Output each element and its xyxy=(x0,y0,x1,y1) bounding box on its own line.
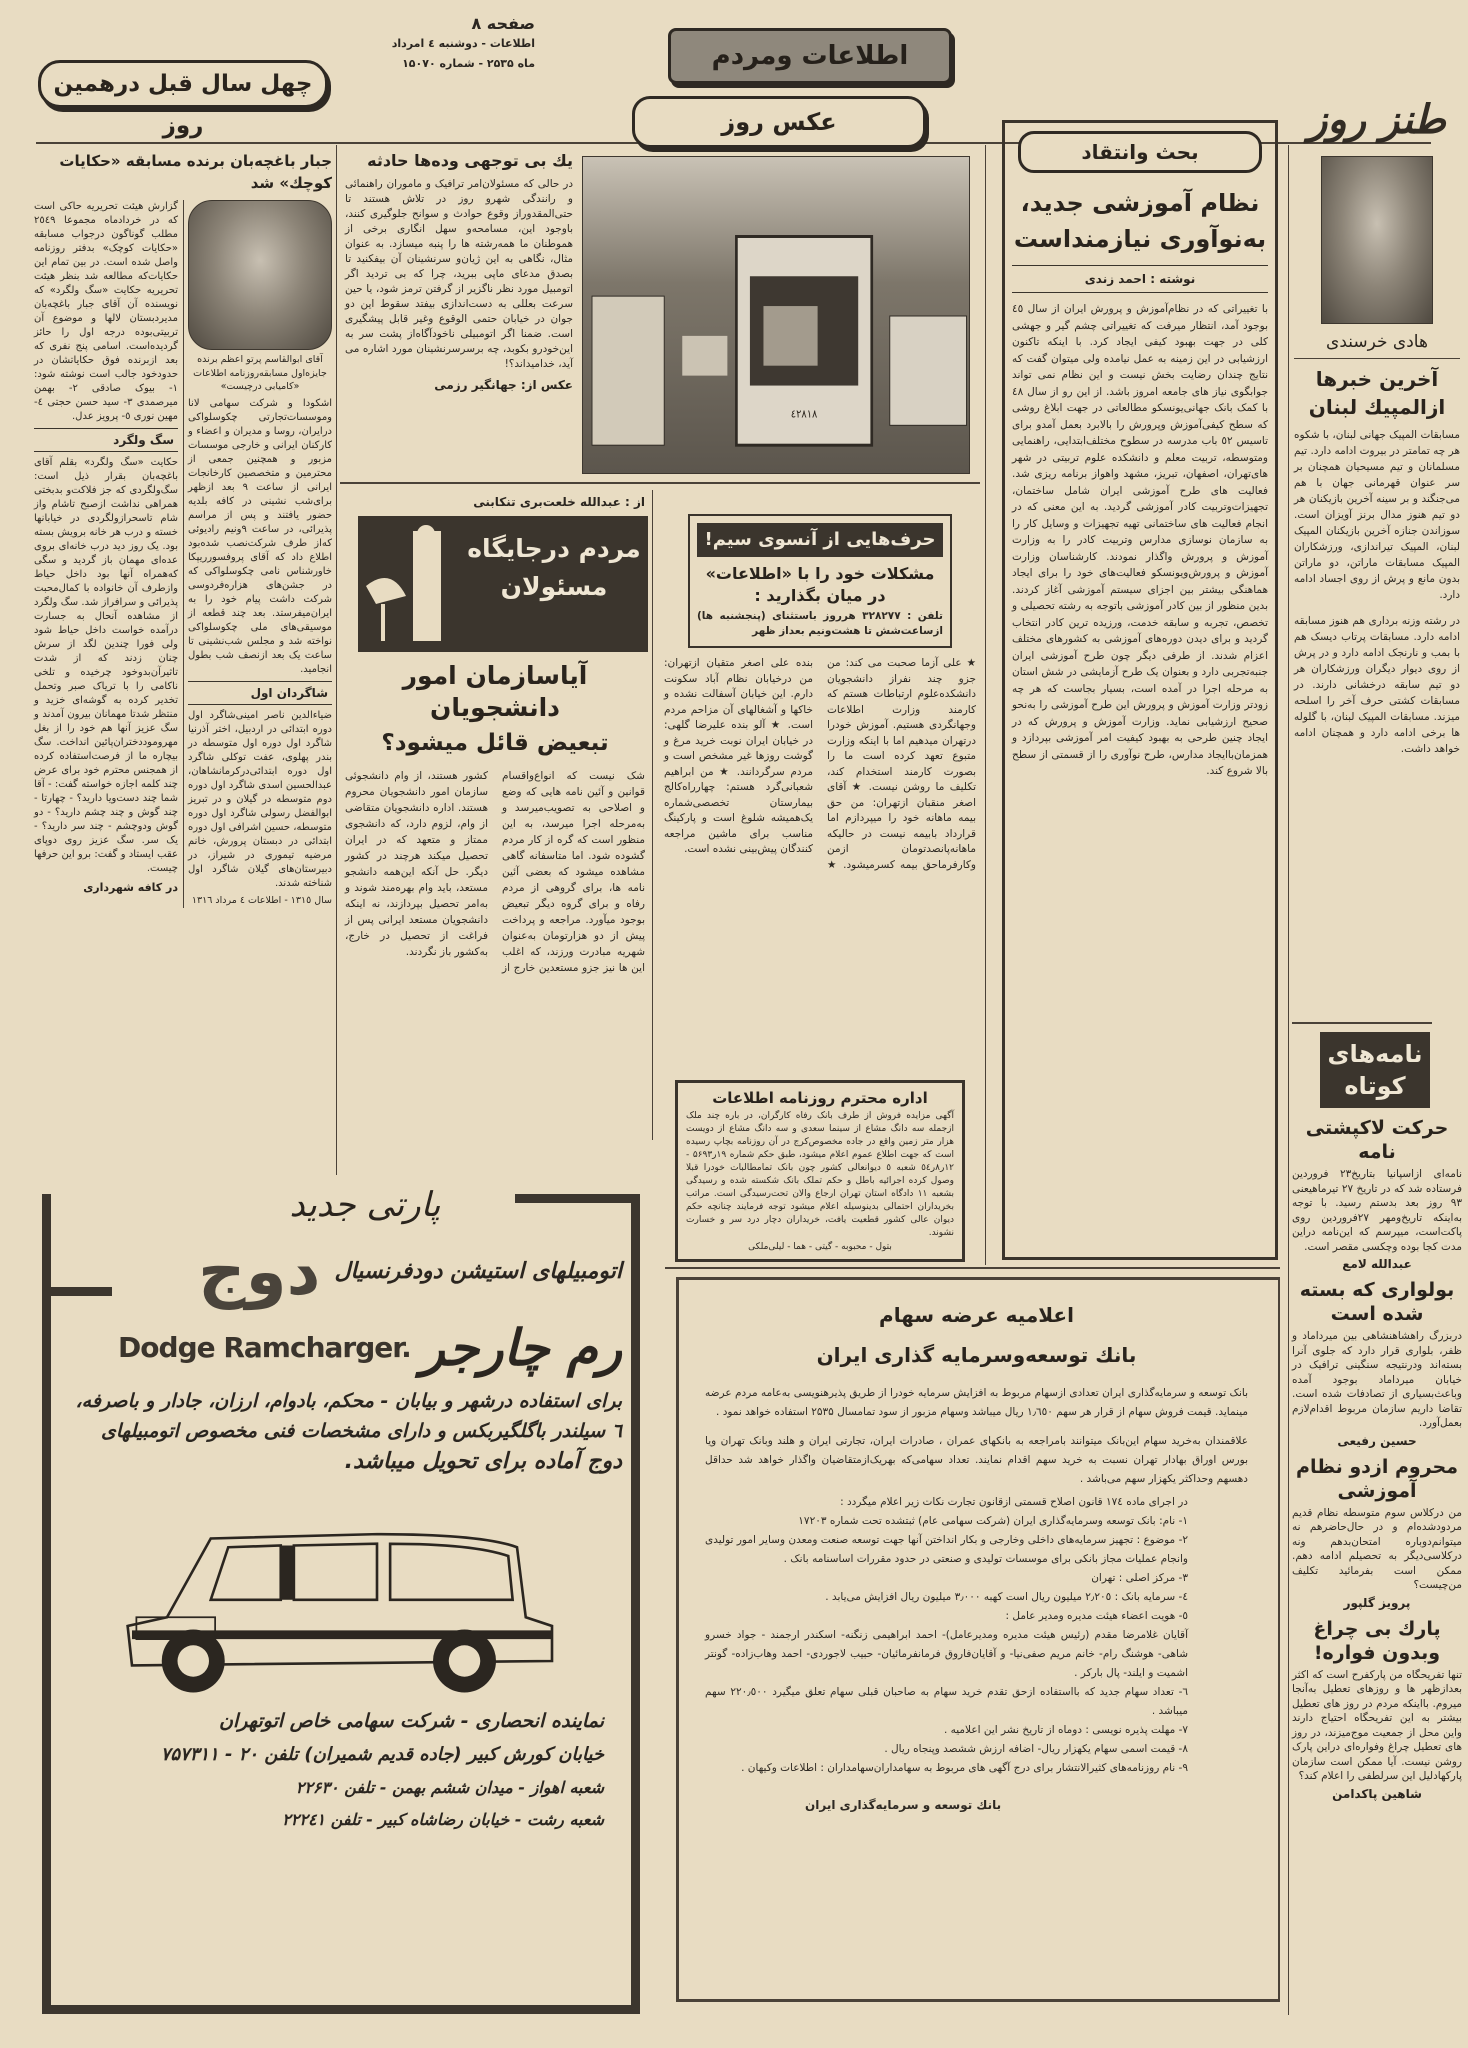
letter-item xyxy=(1292,1116,1462,1272)
forty-years-header xyxy=(38,60,328,139)
phone-complaints: ★ علی آزما صحبت می کند: من جزو چند نفراز دانشجویان دانشکده‌علوم ارتباطات هستم که کارمند وزارت اطلاعات وجهانگردی هستیم. آموزش خودرا درتهران میدهیم اما با اینکه وزارت متبوع تعهد کرده است ما را بصورت کارمند استخدام کند، تکلیف ما روشن نیست. ★ آقای اصغر منقبان ازتهران: من حق بیمه ماهانه خود را میپردازم اما قرارداد بابیمه نیست در حالیکه ماهانه‌پانصدتومان ازمن وکارفرماحق بیمه کسرمیشود. ★ بنده علی اصغر متقیان ازتهران: من درخیابان نظام آباد سکونت دارم. این خیابان آسفالت نشده و خاکها و آشغالهای آن مزاحم مردم است. ★ آلو بنده علیرضا گلهی: در خیابان ایران نوبت خرید مرغ و گوشت روزها غیر مشخص است و مردم سرگردانند. ★ من ابراهیم شعبانی‌گرد هستم: چهارراه‌کالج بیمارستان تخصصی‌شماره یک‌همیشه شلوغ است و پارکینگ مناسب برای ماشین مراجعه کنندگان پیش‌بینی نشده است. xyxy=(664,657,976,871)
phone-box-phone: تلفن : ۳۲۸۲۷۷ هرروز باستثنای (پنجشنبه ها) ازساعت‌شش تا هشت‌ونیم بعداز ظهر xyxy=(697,610,943,637)
letters-top-rule xyxy=(1292,1022,1432,1024)
dodge-ad-content xyxy=(62,1234,622,1836)
forty-years-column xyxy=(34,150,332,908)
dodge-dealer: نماینده انحصاری - شرکت سهامی خاص اتوتهران xyxy=(219,1710,604,1732)
dodge-desc-3: دوج آماده برای تحویل میباشد. xyxy=(344,1449,622,1474)
letter-title: بولواری که بسته شده است xyxy=(1299,1279,1455,1325)
satire-column xyxy=(1294,96,1460,757)
author-photo xyxy=(1321,156,1433,324)
dodge-desc xyxy=(62,1386,622,1478)
center-rule xyxy=(340,482,980,484)
letter-box-signers: بتول - محبوبه - گیتی - هما - لیلی‌ملکی xyxy=(748,1242,892,1252)
bank-notice xyxy=(676,1277,1280,2002)
bank-notice-item: ۷- مهلت پذیره نویسی : دوماه از تاریخ نشر این اعلامیه . xyxy=(943,1724,1188,1736)
bank-top-rule xyxy=(665,1267,1280,1269)
short-letters-title-2: کوتاه xyxy=(1344,1072,1406,1100)
dodge-ad-line1: پارتی جدید xyxy=(289,1185,441,1225)
debate-section-label: بحث وانتقاد xyxy=(1018,131,1262,173)
debate-body: با تغییراتی که در نظام‌آموزش و پرورش ایران از سال ٤٥ بوجود آمد، انتظار میرفت که تغییراتی چشم گیر و جهشی کلی در جهت بهبود کیفی ایجاد کرد. با اینکه تاکنون ارزشیابی در این زمینه به عمل نیامده ولی میتوان گفت که نتایج چندان رضایت بخش نیست و این نظام نمی تواند جوابگوی نیاز های جامعه امروز باشد. از این رو از سال ٤٨ با کمک بانک جهانی‌یونسکو مطالعاتی در جهت ابلاغ روشی که سطح کیفی‌آموزش وپرورش را بالابرد بعمل آمدو برای تاسیس ٥٢ باب مدرسه در سطوح مختلف‌ابتدایی، راهنمایی ومتوسطه، تربیت معلم و دانشکده علوم تربیتی در شهر های‌تهران، اصفهان، تبریز، مشهد واهواز برنامه ریزی شد. فعالیت های طرح آموزشی ایران شامل ساختمان، تجهیزات‌وتربیت کادر آموزشی گردید. به این معنی که در انجام فعالیت های ساختمانی تهیه تجهیزات و وسایل کار را به سازمان نوسازی مدارس وتربیت کادر را به وزارت آموزش و پرورش واگذار نمودند. کارشناسان وزارت آموزش و پرورش‌ویونسکو فعالیت‌های خود را برای ایجاد هماهنگی بیشتر بین اجزای سیستم آموزشی آغاز کردند. بدین منظور از بین کادر آموزشی باتوجه به رشته تحصیلی و تخصص، تجربه و سابقه خدمت، ورزیده ترین کادر انتخاب گردید و برای دیدن دوره‌های آموزشی به کشورهای مختلف اعزام شدند. از طرفی دیگر چون طرح آموزشی ایران جنبه‌تجربی دارد و بعنوان یک طرح آزمایشی در شش استان به مرحله اجرا در آمده است، بسیار بجاست که هر چه زودتر وزارت آموزش و پرورش این طرح آموزشی را به‌نحو صحیح ارزشیابی نماید. وزارت آموزش و پرورش که در ایجاد چنین طرحی به بهبود کیفیت امر آموزشی بپردازد و همزمان‌باایجاد مدارس، طرح نوآوری را از قسمتی از سطح بالا شروع کند. xyxy=(1012,303,1268,777)
center-col-rule xyxy=(985,145,986,1265)
satire-column-rule xyxy=(1288,145,1289,2015)
license-plate: ٤٢٨١٨ xyxy=(790,407,818,421)
bank-notice-item: ۲- موضوع : تجهیز سرمایه‌های داخلی وخارجی و بکار انداختن آنها جهت توسعه صنعت ومعدن وسایر امور تولیدی وانجام عملیات مجاز بانکی برای موسسات تولیدی و صنعتی در حدود مقررات اساسنامه بانک . xyxy=(705,1534,1188,1565)
letter-title: پارك بی چراغ وبدون فواره! xyxy=(1313,1617,1441,1664)
phone-column xyxy=(662,514,978,1262)
bank-notice-item: ٦- تعداد سهام جدید که بااستفاده ازحق تقدم خرید سهام به صاحبان قبلی سهام تعلق میگیرد ۲۲۰٫٥۰۰ سهم میباشد . xyxy=(705,1686,1188,1717)
dodge-model-en: Dodge Ramcharger. xyxy=(118,1331,411,1364)
top-students-body: ضیاءالدین ناصر امینی‌شاگرد اول دوره ابتدائی در اردبیل، اختر آذرنیا شاگرد اول دوره اول متوسطه در بندر پهلوی، عفت توکلی شاگرد اول دوره ابتدائی‌درکرمانشاهان، عبدالحسین اسدی شاگرد اول دوره دوم متوسطه در گیلان و در تبریز ابوالفضل رسولی شاگرد اول دوره متوسطه، حسین اشرافی اول دوره ابتدائی در دبستان پرورش، خانم مرضیه تیموری در شیراز، در دبیرستان‌های گیلان شاگرد اول شناخته شدند. xyxy=(188,709,332,889)
bank-notice-item: آقایان غلامرضا مقدم (رئیس هیئت مدیره ومدیرعامل)- احمد ابراهیمی زنگنه- اسکندر ارجمند - جواد خسرو شاهی- هوشنگ رام- خانم مریم صفی‌نیا- و آقایان‌فاروق فرمانفرمائیان- حبیب لاجوردی- احمد وهاب‌زاده- گونتر اشمیت و ایلند- پال بارکر . xyxy=(705,1629,1188,1679)
dodge-ad-line2: اتومبیلهای استیشن دودفرنسیال xyxy=(334,1259,622,1284)
satire-logo: طنز روز xyxy=(1308,97,1446,143)
date-line: اطلاعات - دوشنبه ٤ امرداد xyxy=(391,37,535,50)
letter-body: تنها تفریحگاه من پارکفرح است که اکثر بعدازظهر ها و روزهای تعطیل به‌آنجا میروم. بااینکه مردم در روز های تعطیل بیشتر به این تفریحگاه احتیاج دارند واین محل از جمعیت موج‌میزند، در روز های تعطیل چراغ وفواره‌ای دراین پارک روشن نیست. آیا ممکن است سازمان پارکهادلیل این سرلطفی را اعلام کند؟ xyxy=(1292,1668,1462,1782)
letter-title: حرکت لاکپشتی نامه xyxy=(1305,1117,1449,1163)
bank-notice-item: ۱- نام: بانک توسعه وسرمایه‌گذاری ایران (شرکت سهامی عام) ثبتشده تحت شماره ۱۷۲۰۳ xyxy=(798,1515,1188,1527)
bank-notice-items xyxy=(705,1512,1248,1778)
issue-line: ماه ۲۵۳۵ - شماره ۱۵۰۷۰ xyxy=(402,57,535,70)
forty-years-headline: جبار باغچه‌بان برنده مسابقه «حکایات کوچك» شد xyxy=(59,152,332,192)
phone-box-line1: مشکلات خود را با «اطلاعات» xyxy=(705,564,935,583)
phone-box-banner: حرف‌هایی از آنسوی سیم! xyxy=(697,523,943,557)
dodge-branch-rasht: شعبه رشت - خیابان رضاشاه کبیر - تلفن ۲۲۲٤۱ xyxy=(282,1810,604,1829)
satire-body-2: در رشته وزنه برداری هم هنوز مسابقه ادامه دارد. مسابقات پرتاب دیسک هم با بمب و نارنجک ادامه دارد و در پرش از روی دیوار دیگران ورزشکاران هر دو تیم سابقه درخشانی دارند. در مسابقات کشتی حرف آخر را اسلحه میزند. مسابقات المپیک لبنان، با گلوله ها برخی ادامه دارد و همچنان ادامه خواهد داشت. xyxy=(1294,615,1460,755)
dodge-brand-fa: دوج xyxy=(198,1233,321,1310)
section-title: اطلاعات ومردم xyxy=(711,41,909,71)
jeep-with-passengers-image xyxy=(583,157,971,475)
satire-headline: آخرین خبرها ازالمپیك لبنان xyxy=(1308,367,1446,419)
letter-item xyxy=(1292,1278,1462,1449)
dodge-model-wrap xyxy=(62,1318,622,1378)
bank-notice-item: ۳- مرکز اصلی : تهران xyxy=(1091,1572,1188,1584)
letter-title: محروم ازدو نظام آموزشی xyxy=(1296,1455,1458,1502)
letter-item xyxy=(1292,1455,1462,1611)
satire-body: مسابقات المپیک جهانی لبنان، با شکوه هر چه تمامتر در بیروت ادامه دارد. تیم مسلمانان و تیم مسیحیان همچنان بر سر عنوان قهرمانی جهان با هم می‌جنگند و بر سینه آخرین بازیکنان هر دو تیم هنوز مدال برنز آویزان است. سوزاندن جنازه آخرین بازیکنان المپیک لبنان، المپیک تیراندازی، ورزشکاران المپیک مسابقات ماراتن، دو ماراتن بدون مانع و پرش از روی اجساد ادامه دارد. xyxy=(1294,429,1460,601)
dodge-desc-2: ٦ سیلندر باگلگیربکس و دارای مشخصات فنی مخصوص اتومبیلهای xyxy=(101,1420,622,1442)
officials-headline-1: آیاسازمان امور دانشجویان xyxy=(402,661,588,722)
photo-article-body: در حالی که مسئولان‌امر ترافیک و ماموران راهنمائی و رانندگی شهرو روز در تلاش هستند تا حتی‌المقدوراز وقوع حوادث و سوانح جلوگیری کنند، باوجود این، مسامحه‌و سهل انگاری برخی از هموطنان ما همه‌رشته ها را پنبه میسازد. به عنوان مثال، نگاهی به این ژیان‌و سرنشینان آن بیفکنید تا بصدق مدعای ماپی ببرید، چرا که بی تردید اگر اتومبیل مورد نظر ناگزیر از گرفتن ترمز شود، یا حین سرعت بعللی به دست‌اندازی بیفتد سقوط این دو جوان در خیابان حتمی الوقوع وغیر قابل پیشگیری است. ضمنا اگر اتومبیلی ناخودآگاه‌از پشت سر به این‌خودرو بکوبد، چه برسرسرنشینان مورد اشاره می آید، خدامیداند؟! xyxy=(345,178,573,370)
winner-caption: آقای ابوالقاسم پرتو اعظم برنده جایزه‌اول مسابقه‌روزنامه اطلاعات «کامیابی درچیست» xyxy=(193,354,327,392)
letter-body: نامه‌ای ازاسپانیا بتاریخ۲۳ فروردین فرستاده شد که در تاریخ ۲۷ تیرماهیعنی ۹۳ روز بعد بدستم رسید. با توجه به‌اینکه تاریخ‌ومهر ۲۷فروردین روی پاکت‌است، میپرسم که این‌نامه دراین مدت کجا بوده وچکسی مقصر است. xyxy=(1292,1168,1463,1253)
dodge-branch-ahvaz: شعبه اهواز - میدان ششم بهمن - تلفن ۲۲۶۳۰ xyxy=(295,1778,604,1797)
satire-author: هادی خرسندی xyxy=(1294,330,1460,359)
letter-box xyxy=(675,1080,965,1262)
dodge-desc-1: برای استفاده درشهر و بیابان - محکم، بادوام، ارزان، جادار و باصرفه، xyxy=(75,1390,622,1412)
page-label: صفحه ۸ xyxy=(471,14,535,33)
dodge-model-fa: رم چارجر xyxy=(420,1319,622,1377)
debate-article xyxy=(1002,120,1278,1260)
letters-list xyxy=(1292,1116,1462,1802)
dodge-frame-top-right xyxy=(515,1194,640,1203)
forty-years-body: گزارش هیئت تحریریه حاکی است که در خردادماه مجموعا ۲٥٤٩ مطلب گوناگون درجواب مسابقه «حکایات کوچک» بدفتر روزنامه واصل شده است. در بین تمام این حکایات‌که مطالعه شد بنظر هیئت تحریریه حکایت «سگ ولگرد» که نویسنده آن آقای جبار باغچه‌بان مدیردبستان لالها و موضوع آن تربیتی‌بوده درجه اول را حائز گردیده‌است. اسامی پنج نفری که بعد ازبرنده فوق حکایاتشان در حدودخود جالب است نوشته شود: ١- بیوک صادقی ۲- بهمن میرصمدی ۳- سید حسن حجتی ٤- مهین نوری ٥- پرویز عدل. xyxy=(34,201,178,422)
letter-signer: عبدالله لامع xyxy=(1342,1257,1412,1271)
photo-article-headline: یك بی توجهی وده‌ها حادثه xyxy=(367,151,573,170)
top-students-subhead: شاگردان اول xyxy=(188,681,332,705)
section-title-box xyxy=(668,28,952,84)
man-and-chair-illustration xyxy=(358,516,468,651)
czech-party-body: اشکودا و شرکت سهامی لانا وموسسات‌تجارتی چکوسلواکی درایران، روسا و مدیران و اعضاء و کارکنان ایرانی و خارجی موسسات مزبور و همچنین جمعی از محترمین و متخصصین کارخانجات ایرانی از ساعت ۹ بعد ازظهر برای‌شب نشینی در کافه بلدیه حضور یافتند و پس از مراسم پذیرائی، در ساعت ۹ونیم رادیوئی که‌از طرف شرکت‌نصب شده‌بود اطلاع داد که آقای پروفسور‌ریپکا خاورشناس نامی چکوسلواکی که در جشن‌های هزاره‌فردوسی شرکت داشت پیام خود را به ایران‌میفرستد. بعد چند قطعه از موسیقی‌های ملی چکوسلواکی نواخته شد و مجلس شب‌نشینی تا ساعت یک بعد ازنصف شب بطول انجامید. xyxy=(188,397,332,675)
bank-notice-p1: بانک توسعه و سرمایه‌گذاری ایران تعدادی ازسهام مربوط به افزایش سرمایه خودرا از طریق پذیرهنویسی به‌عامه مردم عرضه مینماید. قیمت فروش سهام از قرار هر سهم ۱٫٦٥٠ ریال میباشد وسهام مزبور از سود تمامسال ۲۵۳۵ استفاده خواهد نمود . xyxy=(705,1387,1248,1418)
dodge-dealer-block xyxy=(62,1704,622,1836)
bank-notice-item: ٥- هویت اعضاء هیئت مدیره ومدیر عامل : xyxy=(1005,1610,1188,1622)
debate-headline-1: نظام آموزشی جدید، xyxy=(1020,189,1260,217)
date-block xyxy=(355,14,535,74)
bank-notice-intro: در اجرای ماده ۱۷٤ قانون اصلاح قسمتی ازقانون تجارت نکات زیر اعلام میگردد : xyxy=(840,1496,1188,1508)
letter-signer: حسین رفیعی xyxy=(1337,1433,1417,1448)
bank-notice-title: اعلامیه عرضه سهام xyxy=(879,1303,1074,1327)
letter-box-body: آگهی مزایده فروش از طرف بانک رفاه کارگران، در باره چند ملک ازجمله سه دانگ مشاع از سینما سعدی و سه دانگ مشاع از دویست هزار متر زمین واقع در جاده مخصوص‌کرج در آن روزنامه بچاپ رسیده است که جهت اطلاع عموم اعلام میشود، طبق حکم شماره ۱۹ر۵۶۹۳ - ۱۲ر۸ر٥٤ شعبه ٥ دیوانعالی کشور چون بانک تمامطالبات خودرا قبلا وصول کرده اجرائیه باطل و حکم تملک بانک شکسته شده و رسیدگی بشعبه ۱۱ دادگاه استان تهران ارجاع والان تحت‌رسیدگی است. مراتب بخریداران احتمالی بدینوسیله اعلام میشود توجه فرمایند چنانچه حکم دیوان عالی کشور قطعیت یافت، خریداران دچار درد سر و خسارت نشوند. xyxy=(686,1111,955,1238)
officials-banner-text: مردم درجایگاه مسئولان xyxy=(467,534,641,601)
letter-signer: پرویز گلپور xyxy=(1343,1595,1411,1610)
officials-author: از : عبدالله خلعت‌بری تنکابنی xyxy=(473,495,645,509)
forty-years-date: سال ۱۳۱٥ - اطلاعات ٤ مرداد ۱۳۱٦ xyxy=(191,894,332,906)
forty-years-title: چهل سال قبل درهمین روز xyxy=(53,71,313,139)
dog-story-body: حکایت «سگ ولگرد» بقلم آقای باغچه‌بان بقرار ذیل است: سگ‌ولگردی که جز فلاکت‌و بدبختی همراهی نداشت ازصبح تاشام واز شام تاسحرازولگردی در خیابانها خسته و درب هر خانه برویش بسته بود. یک روز دید درب خانه‌ای بروی عده‌ای مهمان باز گردید و سگی که‌همراه آنها بود داخل حیاط وازطرف آن خانواده با کمال‌محبت پذیرائی و سرافراز شد. سگ ولگرد از مشاهده آنحال به جسارت درآمده خواست داخل حیاط شود ولی فورا چندین لگد از سرش چنان زدند که از شدت تاثیرآن‌بدوخود چرخیده و تلخی ناکامی را با تریاک صبر وتحمل تخدیر کرده به گوشه‌ای خزید و منتظر شدتا مهمانان بیرون آمدند و سگ عزیز آنها هم خود را از بغل مهروموددختران‌پائین انداخت. سگ بیچاره ما از فرصت‌استفاده کرده از همجنس محترم خود برای عرض چند کلمه اجازه خواسته گفت: - آقا شما چند دست‌ویا دارید؟ - چهارتا - چند گوش و چند چشم دارید؟ - دو گوش ودوچشم - چند سر دارید؟ - یک سر. سگ عزیز روی دوپای عقب ایستاد و گفت: برو این حرفها چیست. xyxy=(34,457,178,874)
letter-item xyxy=(1292,1617,1462,1802)
debate-headline-2: به‌نوآوری نیازمنداست xyxy=(1013,225,1267,253)
bank-notice-signature: بانك توسعه و سرمایه‌گذاری ایران xyxy=(805,1798,1002,1812)
forty-years-columns xyxy=(34,200,332,908)
traffic-photo xyxy=(582,156,970,474)
letter-body: دربزرگ راهشاهنشاهی بین میرداماد و ظفر، بلواری قرار دارد که جلوی آنرا بسته‌اند ودرنتیجه سنگینی ترافیک در خیابان میرداماد بوجود آمده وباعث‌بسیاری از تصادفات شده است. تقاضا داریم سازمان مربوط اقدام‌لازم بعمل‌آورد. xyxy=(1292,1330,1462,1429)
left-col-rule xyxy=(336,145,337,1175)
photo-article xyxy=(345,150,573,393)
bank-notice-item: ٤- سرمایه بانک : ۲٫۲۰٥ میلیون ریال است کهبه ۳٫۰۰۰ میلیون ریال افزایش می‌یابد . xyxy=(825,1591,1188,1603)
debate-byline: نوشته : احمد زندی xyxy=(1012,265,1268,293)
officials-article xyxy=(345,660,645,976)
bank-notice-p2: علاقمندان به‌خرید سهام این‌بانک میتوانند بامراجعه به بانکهای عمران ، صادرات ایران، تجارتی ایران و هلند وبانک تهران ویا بورس اوراق بهادار تهران نسبت به خرید سهم اقدام نمایند. تعداد سهامی‌که بهریک‌ازمتقاضیان واگذار خواهد شد حداقل دهسهم وحداکثر یکهزار سهم می‌باشد . xyxy=(705,1435,1248,1485)
cafe-subhead: در کافه شهرداری xyxy=(83,881,178,894)
letter-signer: شاهین پاکدامن xyxy=(1332,1786,1422,1801)
bank-name: بانك توسعه‌وسرمایه گذاری ایران xyxy=(816,1343,1137,1367)
phone-box-line2: در میان بگذارید : xyxy=(754,586,886,605)
dog-story-subhead: سگ ولگرد xyxy=(34,428,178,452)
dodge-ad-line2-wrap xyxy=(62,1234,622,1310)
letter-body: من درکلاس سوم متوسطه نظام قدیم مردودشده‌ام و در حال‌حاضرهم نه میتوانم‌دوباره امتحان‌بدهم ونه درکلاسی‌دیگر به تحصیلم ادامه دهم. ممکن است بفرمائید تکلیف من‌چیست؟ xyxy=(1292,1506,1462,1591)
short-letters-title-1: نامه‌های xyxy=(1327,1040,1423,1068)
short-letters-box xyxy=(1320,1032,1430,1108)
officials-headline-2: تبعیض قائل میشود؟ xyxy=(381,730,609,756)
dodge-ramcharger-illustration xyxy=(102,1486,582,1696)
officials-banner xyxy=(358,516,648,652)
letter-box-title: اداره محترم روزنامه اطلاعات xyxy=(712,1089,928,1107)
phone-box xyxy=(688,514,952,648)
bank-notice-item: ۸- قیمت اسمی سهام یکهزار ریال- اضافه ارزش ششصد وپنجاه ریال . xyxy=(884,1743,1188,1755)
dodge-address: خیابان کورش کبیر (جاده قدیم شمیران) تلفن ۲۰ - ۷۵۷۳۱۱ xyxy=(160,1744,604,1765)
photo-credit: عکس از: جهانگیر رزمی xyxy=(434,378,573,392)
officials-body: شک نیست که انواع‌واقسام قوانین و آئین نامه هایی که وضع و اصلاحی به تصویب‌میرسد و به‌مرحله اجرا میرسد، به این منظور است که گره از کار مردم گشوده شود. اما متاسفانه گاهی مشاهده میشود که بعضی آئین نامه ها، برای گروهی از مردم رفاه و برای گروه دیگر تبعیض بوجود میآورد. مراجعه و پرداخت پیش از دو هزارتومان به‌عنوان شهریه مبادرت ورزند، که‌ اغلب این ها نیز جزو مستعدین خارج از کشور هستند، از وام‌ دانشجوئی سازمان امور دانشجویان محروم هستند. اداره دانشجویان متقاضی از وام، لزوم دارد، که‌ دانشجوی ممتاز و متعهد که در ایران تحصیل میکند هرچند در کشور دیگر. حل آنکه این‌همه دانشجو مستعد، باید وام بهره‌مند شوند و به‌امر تحصیل بپردازند، نه اینکه دانشجویان مستعد ایرانی پس از فراغت از تحصیل در خارج، به‌کشور باز نگردند. xyxy=(345,770,645,974)
photo-of-day-label: عکس روز xyxy=(632,96,926,148)
bank-notice-item: ۹- نام روزنامه‌های کثیرالانتشار برای درج آگهی های مربوط به سهامداران‌سهامداران : اطلاعات وکیهان . xyxy=(741,1762,1188,1774)
winner-photo xyxy=(188,200,332,350)
officials-col-rule xyxy=(652,490,653,1140)
